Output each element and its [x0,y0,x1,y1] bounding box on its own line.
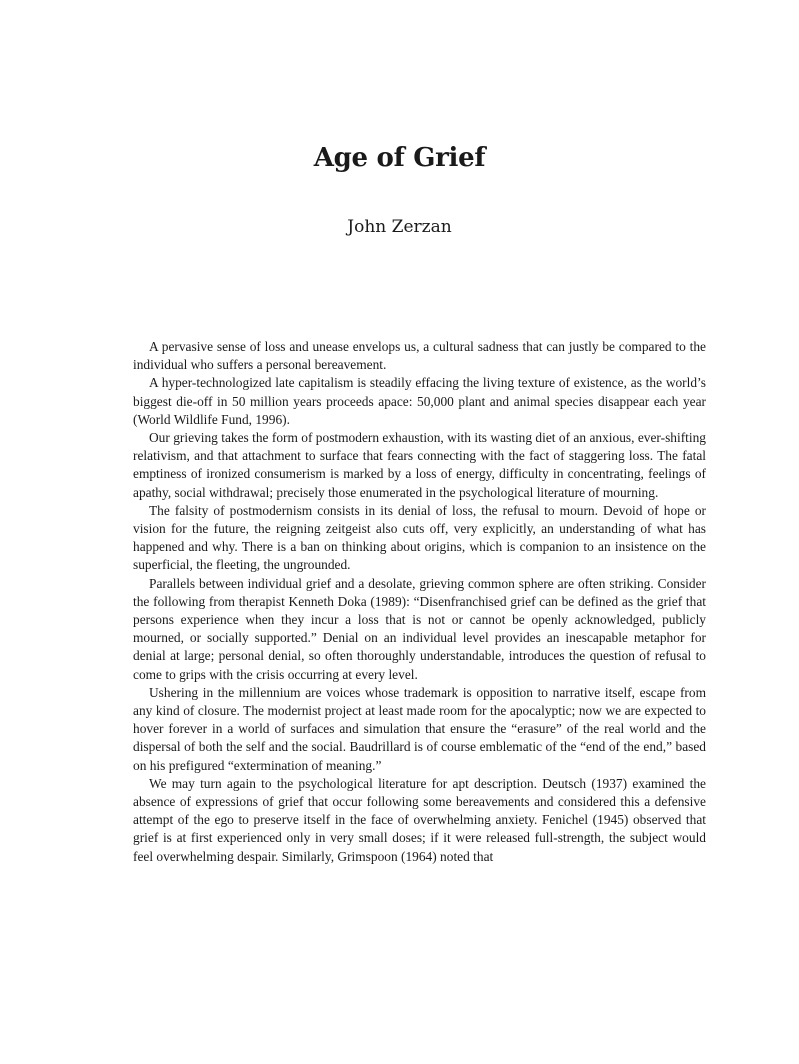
paragraph: We may turn again to the psychological literature for apt description. Deutsch (1937) examined the absence of expressions of grief that occur following some bereavements and considered this a defensive attempt of the ego to preserve itself in the face of overwhelming anxiety. Fenichel (1945) observed that grief is at first experienced only in very small doses; if it were released full-strength, the subject would feel overwhelming despair. Similarly, Grimspoon (1964) noted that [133,775,706,864]
author-name: John Zerzan [347,217,452,237]
page-title: Age of Grief [313,143,486,173]
paragraph: The falsity of postmodernism consists in its denial of loss, the refusal to mourn. Devoid of hope or vision for the future, the reigning zeitgeist also cuts off, very explicitly, an understanding of what has happened and why. There is a ban on thinking about origins, which is companion to an insistence on the superficial, the fleeting, the ungrounded. [133,502,706,573]
paragraph: Parallels between individual grief and a desolate, grieving common sphere are often striking. Consider the following from therapist Kenneth Doka (1989): “Disenfranchised grief can be defined as the grief that persons experience when they incur a loss that is not or cannot be openly acknowledged, publicly mourned, or socially supported.” Denial on an individual level provides an inescapable metaphor for denial at large; personal denial, so often thoroughly understandable, introduces the question of refusal to come to grips with the crisis occurring at every level. [133,575,706,682]
paragraph: A pervasive sense of loss and unease envelops us, a cultural sadness that can justly be compared to the individual who suffers a personal bereavement. [133,339,706,373]
paragraph: Ushering in the millennium are voices whose trademark is opposition to narrative itself, escape from any kind of closure. The modernist project at least made room for the apocalyptic; now we are expected to hover forever in a world of surfaces and simulation that ensure the “erasure” of the real world and the dispersal of both the self and the social. Baudrillard is of course emblematic of the “end of the end,” based on his prefigured “extermination of meaning.” [133,684,706,773]
paragraph: Our grieving takes the form of postmodern exhaustion, with its wasting diet of an anxious, ever-shifting relativism, and that attachment to surface that fears connecting with the fact of staggering loss. The fatal emptiness of ironized consumerism is marked by a loss of energy, difficulty in concentrating, feelings of apathy, social withdrawal; precisely those enumerated in the psychological literature of mourning. [133,430,706,500]
article-body [133,338,706,866]
paragraph: A hyper-technologized late capitalism is steadily effacing the living texture of existence, as the world’s biggest die-off in 50 million years proceeds apace: 50,000 plant and animal species disappear each year (World Wildlife Fund, 1996). [133,375,706,427]
